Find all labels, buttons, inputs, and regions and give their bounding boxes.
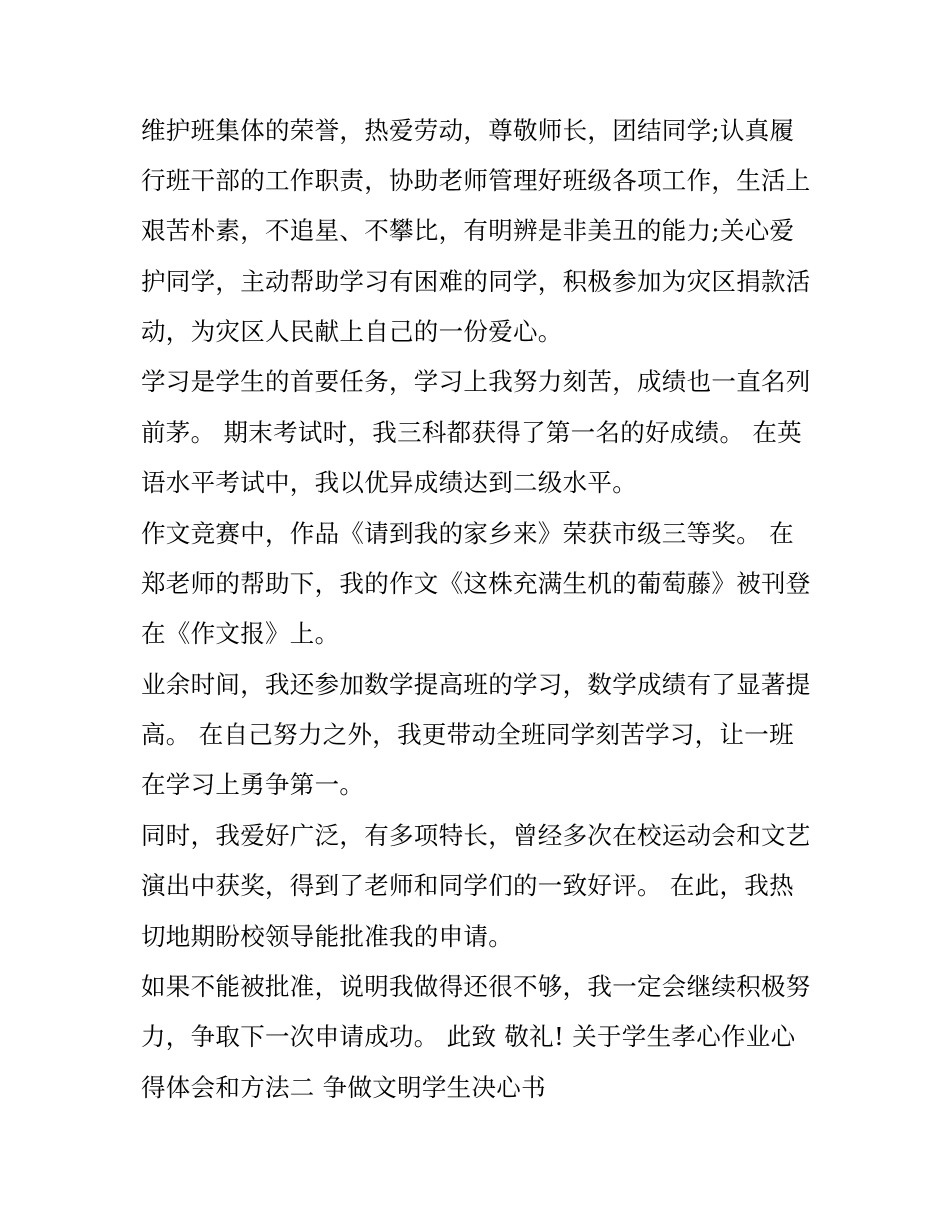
text-line: 高。 在自己努力之外，我更带动全班同学刻苦学习，让一班 — [141, 720, 794, 749]
text-line: 力，争取下一次申请成功。 此致 敬礼! 关于学生孝心作业心 — [141, 1022, 796, 1051]
text-line: 艰苦朴素，不追星、不攀比，有明辨是非美丑的能力;关心爱 — [141, 216, 795, 245]
text-line: 护同学，主动帮助学习有困难的同学，积极参加为灾区捐款活 — [141, 267, 811, 296]
text-line: 演出中获奖，得到了老师和同学们的一致好评。 在此，我热 — [141, 871, 794, 900]
text-line: 在学习上勇争第一。 — [141, 770, 365, 799]
text-line: 学习是学生的首要任务，学习上我努力刻苦，成绩也一直名列 — [141, 367, 811, 396]
text-line: 前茅。 期末考试时，我三科都获得了第一名的好成绩。 在英 — [141, 418, 802, 447]
text-line: 维护班集体的荣誉，热爱劳动，尊敬师长，团结同学;认真履 — [141, 116, 795, 145]
text-line: 得体会和方法二 争做文明学生决心书 — [141, 1073, 546, 1102]
text-line: 业余时间，我还参加数学提高班的学习，数学成绩有了显著提 — [141, 670, 811, 699]
text-line: 郑老师的帮助下，我的作文《这株充满生机的葡萄藤》被刊登 — [141, 569, 811, 598]
text-line: 动，为灾区人民献上自己的一份爱心。 — [141, 317, 563, 346]
text-line: 切地期盼校领导能批准我的申请。 — [141, 922, 513, 951]
text-line: 同时，我爱好广泛，有多项特长，曾经多次在校运动会和文艺 — [141, 821, 811, 850]
text-line: 行班干部的工作职责，协助老师管理好班级各项工作，生活上 — [141, 166, 811, 195]
text-line: 如果不能被批准，说明我做得还很不够，我一定会继续积极努 — [141, 972, 811, 1001]
text-line: 作文竞赛中，作品《请到我的家乡来》荣获市级三等奖。 在 — [141, 519, 794, 548]
text-line: 在《作文报》上。 — [141, 619, 340, 648]
text-line: 语水平考试中，我以优异成绩达到二级水平。 — [141, 468, 637, 497]
